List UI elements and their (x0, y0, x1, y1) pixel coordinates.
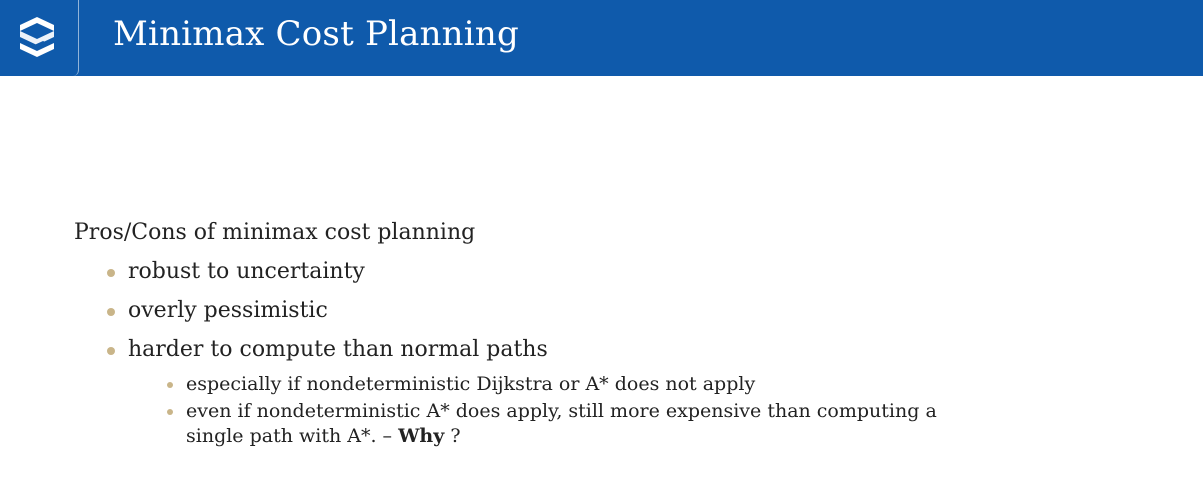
sub-bullet-list (74, 372, 1184, 449)
bullet-dot-icon (107, 308, 115, 316)
intro-text: Pros/Cons of minimax cost planning (74, 220, 476, 245)
sub-bullet-item (74, 372, 1184, 397)
slide-content (74, 216, 1184, 451)
bullet-item (74, 333, 1184, 366)
sub-bullet-text-with-emphasis (186, 399, 946, 449)
slide-header (0, 0, 1203, 76)
sub-bullet-dot-icon (167, 409, 173, 415)
sub-bullet-text: even if nondeterministic A* does apply, still more expensive than computing a single path with A*. – (186, 400, 937, 447)
sub-bullet-item (74, 399, 1184, 449)
bullet-text: robust to uncertainty (128, 259, 365, 284)
stanford-s-logo-icon (16, 15, 58, 59)
bullet-text: overly pessimistic (128, 298, 328, 323)
sub-bullet-text: especially if nondeterministic Dijkstra or A* does not apply (186, 373, 756, 395)
why-emphasis: Why (398, 425, 445, 447)
bullet-list (74, 255, 1184, 366)
logo-box (0, 0, 79, 76)
bullet-dot-icon (107, 347, 115, 355)
bullet-item (74, 294, 1184, 327)
why-suffix: ? (444, 425, 461, 447)
sub-bullet-dot-icon (167, 382, 173, 388)
bullet-dot-icon (107, 269, 115, 277)
bullet-text: harder to compute than normal paths (128, 337, 548, 362)
slide-title: Minimax Cost Planning (113, 14, 519, 54)
bullet-item (74, 255, 1184, 288)
